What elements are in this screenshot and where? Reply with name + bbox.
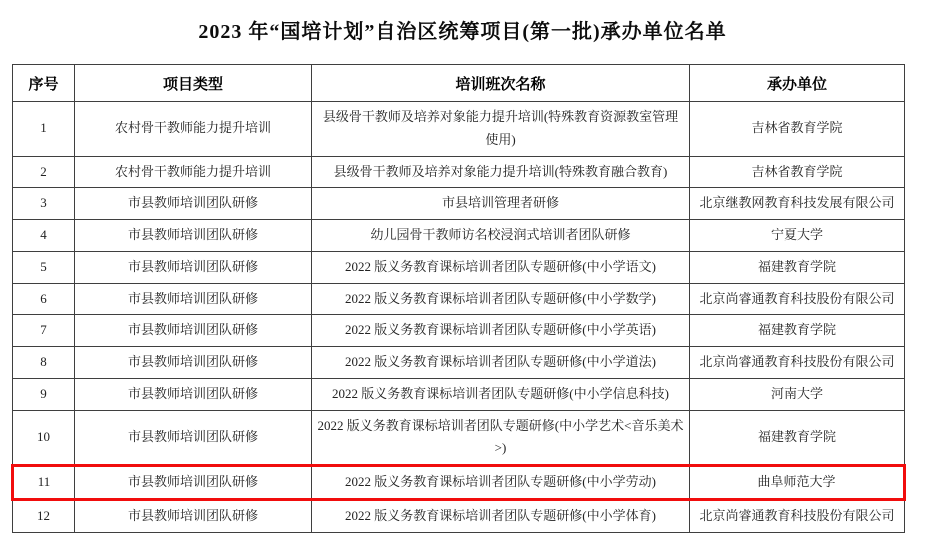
cell-session-name: 2022 版义务教育课标培训者团队专题研修(中小学道法): [312, 347, 690, 379]
table-row: [13, 499, 905, 532]
cell-serial-no: 5: [13, 251, 75, 283]
table-row: [13, 102, 905, 157]
cell-project-type: 农村骨干教师能力提升培训: [75, 156, 312, 188]
page-title: 2023 年“国培计划”自治区统筹项目(第一批)承办单位名单: [198, 21, 727, 43]
cell-project-type: 市县教师培训团队研修: [75, 283, 312, 315]
cell-serial-no: 4: [13, 220, 75, 252]
cell-session-name: 2022 版义务教育课标培训者团队专题研修(中小学英语): [312, 315, 690, 347]
table-body: [13, 102, 905, 533]
cell-serial-no: 9: [13, 378, 75, 410]
col-header-project-type: 项目类型: [75, 65, 312, 102]
cell-session-name: 县级骨干教师及培养对象能力提升培训(特殊教育资源教室管理使用): [312, 102, 690, 157]
cell-organizer: 河南大学: [690, 378, 905, 410]
cell-organizer: 福建教育学院: [690, 251, 905, 283]
document-page: [0, 15, 925, 533]
cell-project-type: 市县教师培训团队研修: [75, 251, 312, 283]
cell-session-name: 2022 版义务教育课标培训者团队专题研修(中小学信息科技): [312, 378, 690, 410]
cell-session-name: 幼儿园骨干教师访名校浸润式培训者团队研修: [312, 220, 690, 252]
cell-project-type: 市县教师培训团队研修: [75, 466, 312, 500]
cell-organizer: 曲阜师范大学: [690, 466, 905, 500]
table-row: [13, 315, 905, 347]
cell-organizer: 吉林省教育学院: [690, 156, 905, 188]
table-row: [13, 410, 905, 466]
cell-organizer: 福建教育学院: [690, 315, 905, 347]
table-header-row: [13, 65, 905, 102]
cell-organizer: 北京继教网教育科技发展有限公司: [690, 188, 905, 220]
table-row: [13, 188, 905, 220]
cell-session-name: 2022 版义务教育课标培训者团队专题研修(中小学数学): [312, 283, 690, 315]
cell-serial-no: 7: [13, 315, 75, 347]
table-row: [13, 220, 905, 252]
cell-project-type: 市县教师培训团队研修: [75, 410, 312, 466]
cell-project-type: 市县教师培训团队研修: [75, 347, 312, 379]
cell-organizer: 宁夏大学: [690, 220, 905, 252]
cell-serial-no: 8: [13, 347, 75, 379]
table-row: [13, 466, 905, 500]
cell-organizer: 福建教育学院: [690, 410, 905, 466]
cell-serial-no: 12: [13, 499, 75, 532]
table-row: [13, 251, 905, 283]
cell-serial-no: 2: [13, 156, 75, 188]
table-row: [13, 283, 905, 315]
table-row: [13, 156, 905, 188]
cell-serial-no: 10: [13, 410, 75, 466]
cell-serial-no: 1: [13, 102, 75, 157]
cell-project-type: 市县教师培训团队研修: [75, 499, 312, 532]
col-header-serial-no: 序号: [13, 65, 75, 102]
cell-organizer: 北京尚睿通教育科技股份有限公司: [690, 499, 905, 532]
cell-organizer: 北京尚睿通教育科技股份有限公司: [690, 347, 905, 379]
cell-serial-no: 11: [13, 466, 75, 500]
cell-project-type: 市县教师培训团队研修: [75, 220, 312, 252]
cell-organizer: 北京尚睿通教育科技股份有限公司: [690, 283, 905, 315]
cell-session-name: 市县培训管理者研修: [312, 188, 690, 220]
cell-session-name: 2022 版义务教育课标培训者团队专题研修(中小学劳动): [312, 466, 690, 500]
cell-session-name: 县级骨干教师及培养对象能力提升培训(特殊教育融合教育): [312, 156, 690, 188]
cell-session-name: 2022 版义务教育课标培训者团队专题研修(中小学体育): [312, 499, 690, 532]
cell-project-type: 市县教师培训团队研修: [75, 315, 312, 347]
cell-organizer: 吉林省教育学院: [690, 102, 905, 157]
col-header-session-name: 培训班次名称: [312, 65, 690, 102]
cell-session-name: 2022 版义务教育课标培训者团队专题研修(中小学语文): [312, 251, 690, 283]
cell-project-type: 农村骨干教师能力提升培训: [75, 102, 312, 157]
cell-serial-no: 3: [13, 188, 75, 220]
cell-project-type: 市县教师培训团队研修: [75, 378, 312, 410]
col-header-organizer: 承办单位: [690, 65, 905, 102]
cell-session-name: 2022 版义务教育课标培训者团队专题研修(中小学艺术<音乐美术>): [312, 410, 690, 466]
cell-project-type: 市县教师培训团队研修: [75, 188, 312, 220]
table-row: [13, 347, 905, 379]
training-units-table: [11, 64, 906, 533]
cell-serial-no: 6: [13, 283, 75, 315]
table-row: [13, 378, 905, 410]
